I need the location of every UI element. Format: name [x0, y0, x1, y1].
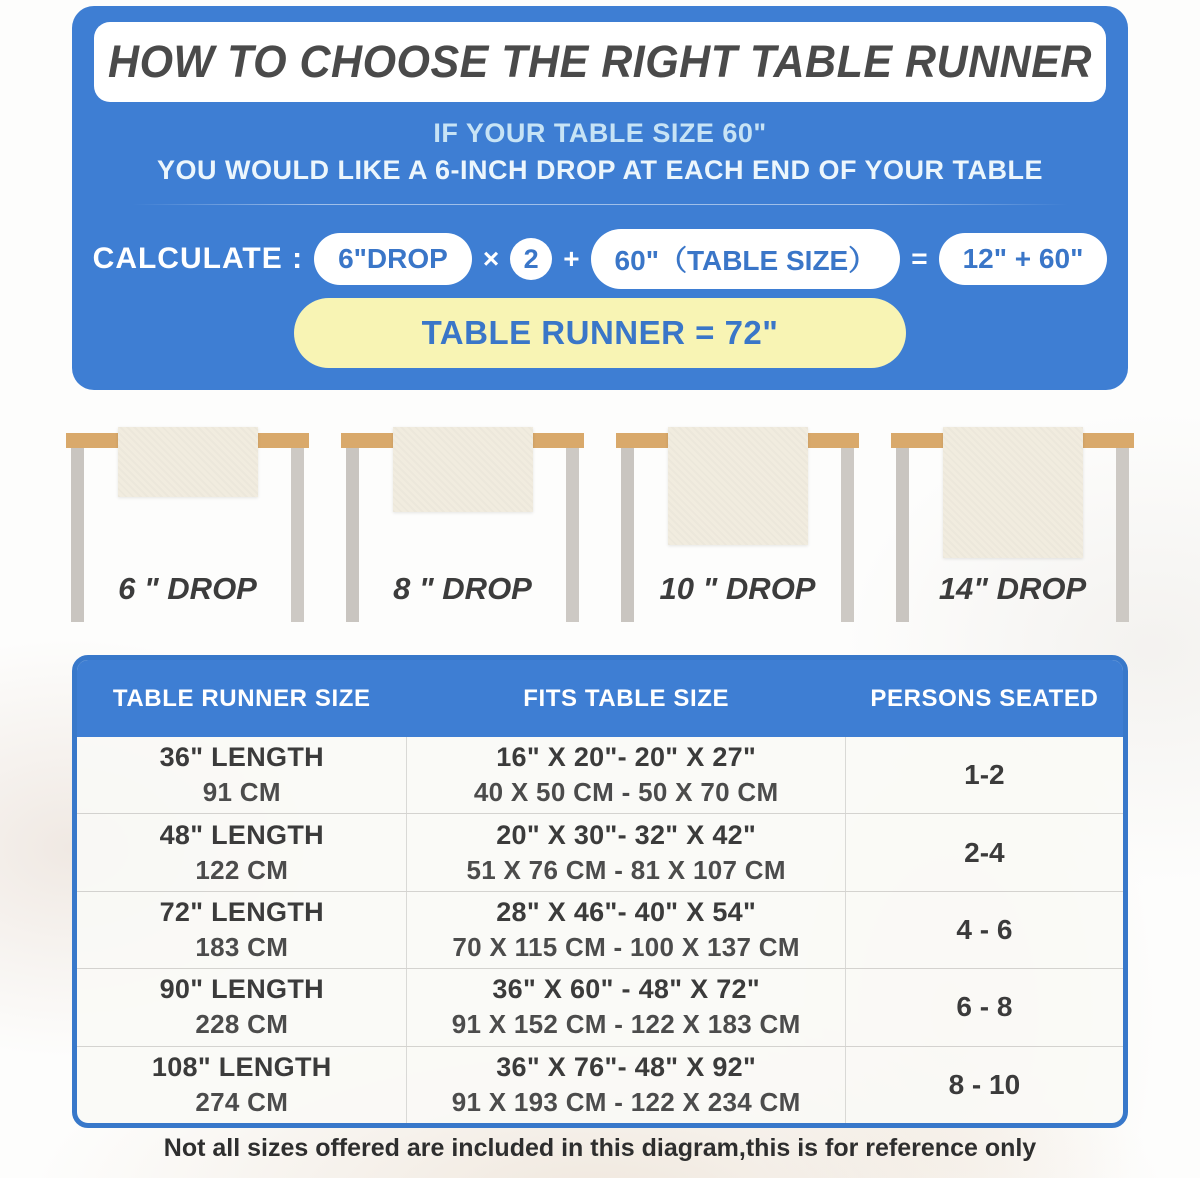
hero-panel — [72, 6, 1128, 390]
fits-cm: 40 X 50 CM - 50 X 70 CM — [473, 777, 779, 808]
column-header-persons-seated: PERSONS SEATED — [870, 684, 1099, 712]
table-size-pill: 60"（TABLE SIZE） — [591, 229, 901, 289]
drop-examples-row — [66, 421, 1134, 631]
table-row — [77, 968, 1123, 1045]
drop-pill: 6"DROP — [314, 233, 472, 285]
column-header-fits-table-size: FITS TABLE SIZE — [523, 684, 730, 712]
footnote: Not all sizes offered are included in this diagram,this is for reference only — [163, 1134, 1037, 1162]
runner-size-cell — [77, 737, 406, 813]
calculation-row — [82, 228, 1118, 290]
fits-size-cell — [406, 814, 845, 890]
multiply-sign: × — [482, 243, 500, 274]
persons-seated-value: 1-2 — [964, 759, 1005, 791]
persons-cell — [846, 1047, 1123, 1123]
result-pill: TABLE RUNNER = 72" — [294, 298, 906, 368]
persons-cell — [846, 814, 1123, 890]
drop-label: 10 " DROP — [659, 571, 816, 606]
persons-cell — [846, 737, 1123, 813]
runner-length-inches: 36" LENGTH — [159, 742, 324, 773]
table-body — [77, 737, 1123, 1123]
runner-length-inches: 48" LENGTH — [159, 819, 324, 850]
fits-cm: 91 X 193 CM - 122 X 234 CM — [451, 1086, 801, 1117]
fits-size-cell — [406, 969, 845, 1045]
drop-example-figure-14 — [891, 421, 1134, 628]
persons-seated-value: 2-4 — [964, 836, 1005, 868]
page-title: HOW TO CHOOSE THE RIGHT TABLE RUNNER — [108, 36, 1092, 87]
fits-inches: 36" X 60" - 48" X 72" — [492, 974, 760, 1005]
fits-size-cell — [406, 892, 845, 968]
drop-label: 6 " DROP — [118, 571, 257, 606]
persons-seated-value: 4 - 6 — [956, 914, 1013, 946]
title-banner — [94, 22, 1106, 102]
table-header-row — [77, 660, 1123, 737]
fits-inches: 36" X 76"- 48" X 92" — [496, 1051, 757, 1082]
hero-divider — [132, 204, 1068, 205]
drop-label: 14" DROP — [938, 571, 1087, 606]
size-reference-table — [72, 655, 1128, 1128]
fits-cm: 51 X 76 CM - 81 X 107 CM — [466, 854, 786, 885]
table-row — [77, 737, 1123, 813]
drop-example-figure-8 — [341, 421, 584, 628]
fits-inches: 20" X 30"- 32" X 42" — [496, 819, 757, 850]
runner-length-inches: 90" LENGTH — [159, 974, 324, 1005]
drop-example-figure-6 — [66, 421, 309, 628]
table-row — [77, 891, 1123, 968]
drop-label: 8 " DROP — [393, 571, 532, 606]
table-runner-cloth — [943, 427, 1083, 558]
runner-length-cm: 274 CM — [195, 1086, 289, 1117]
fits-inches: 16" X 20"- 20" X 27" — [496, 742, 757, 773]
plus-sign: + — [563, 243, 580, 274]
column-header-runner-size: TABLE RUNNER SIZE — [112, 684, 371, 712]
runner-length-cm: 91 CM — [202, 777, 281, 808]
fits-cm: 91 X 152 CM - 122 X 183 CM — [451, 1009, 801, 1040]
fits-inches: 28" X 46"- 40" X 54" — [496, 897, 757, 928]
persons-cell — [846, 892, 1123, 968]
drop-example-figure-10 — [616, 421, 859, 628]
subtitle-line-2: YOU WOULD LIKE A 6-INCH DROP AT EACH END OF YOUR TABLE — [156, 155, 1044, 185]
persons-seated-value: 6 - 8 — [956, 991, 1013, 1023]
table-runner-cloth — [668, 427, 808, 545]
runner-length-cm: 228 CM — [195, 1009, 289, 1040]
runner-length-cm: 122 CM — [195, 854, 289, 885]
runner-length-cm: 183 CM — [195, 932, 289, 963]
table-runner-cloth — [118, 427, 258, 497]
runner-size-cell — [77, 1047, 406, 1123]
fits-size-cell — [406, 737, 845, 813]
fits-size-cell — [406, 1047, 845, 1123]
sum-pill: 12" + 60" — [939, 233, 1108, 285]
runner-size-cell — [77, 892, 406, 968]
table-row — [77, 813, 1123, 890]
calculate-label: CALCULATE : — [92, 242, 304, 275]
runner-length-inches: 108" LENGTH — [151, 1051, 332, 1082]
runner-size-cell — [77, 814, 406, 890]
fits-cm: 70 X 115 CM - 100 X 137 CM — [452, 932, 800, 963]
factor-circle: 2 — [510, 238, 552, 280]
persons-cell — [846, 969, 1123, 1045]
table-row — [77, 1046, 1123, 1123]
equals-sign: = — [911, 243, 928, 274]
table-runner-cloth — [393, 427, 533, 512]
persons-seated-value: 8 - 10 — [948, 1068, 1021, 1100]
subtitle-line-1: IF YOUR TABLE SIZE 60" — [433, 118, 767, 148]
runner-size-cell — [77, 969, 406, 1045]
runner-length-inches: 72" LENGTH — [159, 897, 324, 928]
